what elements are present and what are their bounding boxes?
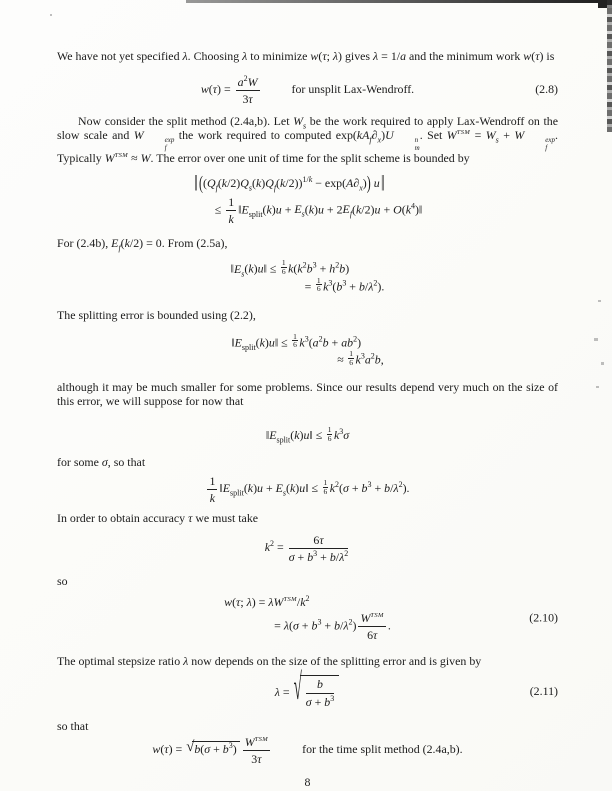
- equation-sigma-body: $‖E_{split}(k)u‖$ ≤ $\frac{1}{6}$ $k^3\sigma$: [265, 424, 350, 445]
- paragraph-so: so: [57, 574, 68, 589]
- equation-error-bound-line1: ‖ $((Q_f(k/2)Q_s(k)Q_f(k/2))^{1/k} - \exp(A\partial_x))$ u ‖: [194, 169, 385, 196]
- equation-final-body: $w(\tau) = √b(\sigma + b^3)$ $\frac{W^{TSM}}{3\tau}$: [152, 734, 269, 766]
- equation-2-8-note: for unsplit Lax-Wendroff.: [291, 82, 415, 97]
- equation-Esplit-line1: $‖E_{split}(k)u‖$ ≤ $\frac{1}{6}$ $k^3(a^2b + ab^2)$: [231, 331, 362, 352]
- scan-speck: [596, 386, 599, 388]
- equation-sigma-bound: [57, 426, 558, 443]
- scan-speck: [594, 338, 598, 341]
- scan-artifact-right-edge: [607, 0, 612, 132]
- equation-2-11: [57, 669, 558, 710]
- page-content: [57, 50, 558, 790]
- equation-error-bound-line2: ≤ $\frac{1}{k}$ $‖E_{split}(k)u + E_s(k)u + 2E_f(k/2)u$ + $O(k^4)‖$: [214, 194, 423, 227]
- equation-2-11-body: λ = √ $\frac{b}{\sigma + b^3}$: [275, 685, 340, 699]
- scan-speck: [601, 362, 604, 365]
- equation-combined-bound: [57, 474, 558, 506]
- equation-2-8-body: w(τ) = $\frac{a^2W}{3\tau}$: [200, 73, 258, 106]
- equation-2-10: [57, 594, 558, 643]
- equation-number-2-8: (2.8): [535, 82, 558, 97]
- equation-Esplit-line2: ≈ $\frac{1}{6}$ $k^3a^2b$,: [337, 348, 384, 367]
- equation-k-squared: [57, 533, 558, 565]
- equation-Es-line2: = $\frac{1}{6}$ $k^3(b^3 + b/\lambda^2)$.: [304, 275, 385, 294]
- equation-Es-bound: [57, 259, 558, 294]
- equation-2-10-line2: = $\lambda(\sigma + b^3 + b/\lambda^2)$ $\frac{W^{TSM}}{6\tau}$ .: [274, 611, 391, 643]
- paragraph-much-smaller: although it may be much smaller for some problems. Since our results depend very much on the size of this error, we will suppose for now that: [57, 380, 558, 409]
- equation-number-2-10: (2.10): [529, 610, 558, 625]
- paragraph-splitting-error: The splitting error is bounded using (2.2),: [57, 307, 256, 322]
- scan-speck: [50, 14, 52, 16]
- equation-Es-line1: $‖E_s(k)u‖$ ≤ $\frac{1}{6}$ $k(k^2b^3 + h^2b)$: [230, 258, 350, 278]
- paragraph-for-some-sigma: for some σ, so that: [57, 454, 146, 469]
- paragraph-accuracy: In order to obtain accuracy τ we must take: [57, 511, 259, 526]
- equation-error-bound: [57, 171, 558, 227]
- paragraph-so-that: so that: [57, 718, 89, 733]
- equation-combined-body: $\frac{1}{k}$ $‖E_{split}(k)u$ + $E_s(k)u‖$ ≤ $\frac{1}{6}$ $k^2(\sigma + b^3 + b/\lambda^2)$.: [209, 473, 410, 505]
- paragraph-lambda-unspecified: We have not yet specified λ. Choosing λ to minimize w(τ; λ) gives λ = 1/a and the minimum work w(τ) is: [57, 49, 555, 63]
- paragraph-optimal-stepsize: The optimal stepsize ratio λ now depends on the size of the splitting error and is given by: [57, 653, 482, 668]
- paragraph-split-method: Now consider the split method (2.4a,b). Let $W_s$ be the work required to apply Lax-Wendroff on the slow scale and W exp f the work required to computed $\exp(kA_f\partial_x)U$ n m . Set $W^{TSM} = W_s + W$ exp f . Typically $W^{TSM} \approx W$. The error over one unit of time for the split scheme is bounded by: [57, 114, 558, 166]
- equation-2-10-line1: w(τ; $\lambda) = \lambda W^{TSM}/k^2$: [224, 594, 310, 610]
- equation-final-note: for the time split method (2.4a,b).: [302, 742, 463, 757]
- scan-artifact-top-edge: [186, 0, 612, 3]
- paragraph-for-24b: For (2.4b), $E_f(k/2) = 0$. From (2.5a),: [57, 236, 228, 253]
- scan-speck: [598, 300, 601, 302]
- equation-Esplit-bound: [57, 333, 558, 368]
- page-number: 8: [304, 775, 311, 790]
- equation-number-2-11: (2.11): [529, 684, 558, 699]
- equation-2-8: [57, 75, 558, 107]
- equation-k-squared-body: $k^2$ = $\frac{6\tau}{\sigma + b^3 + b/\lambda^2}$: [264, 532, 349, 565]
- equation-final-work: [57, 735, 558, 767]
